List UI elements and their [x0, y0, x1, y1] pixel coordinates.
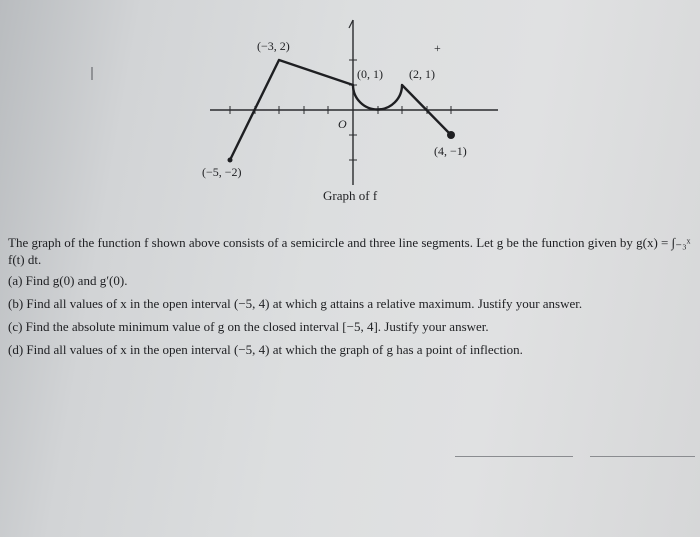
answer-line-2 — [590, 456, 695, 457]
problem-statement: The graph of the function f shown above consists of a semicircle and three line segments. Let g be the function given by g(x) = ∫₋₃ˣ f(t) dt. — [8, 235, 691, 267]
graph-caption: Graph of f — [323, 188, 378, 203]
point-label-4-neg1: (4, −1) — [434, 144, 467, 158]
endpoint-open — [228, 158, 233, 163]
point-label-neg5-neg2: (−5, −2) — [202, 165, 242, 179]
answer-line-1 — [455, 456, 573, 457]
point-label-neg3-2: (−3, 2) — [257, 39, 290, 53]
function-graph — [0, 0, 700, 220]
problem-text — [8, 234, 694, 364]
part-c: (c) Find the absolute minimum value of g on the closed interval [−5, 4]. Justify your answer. — [8, 319, 489, 334]
point-label-0-1: (0, 1) — [357, 67, 383, 81]
point-label-2-1: (2, 1) — [409, 67, 435, 81]
part-d: (d) Find all values of x in the open interval (−5, 4) at which the graph of g has a point of inflection. — [8, 342, 523, 357]
origin-label: O — [338, 117, 347, 131]
part-b: (b) Find all values of x in the open interval (−5, 4) at which g attains a relative maximum. Justify your answer. — [8, 296, 583, 311]
plus-mark: + — [434, 41, 441, 55]
part-a: (a) Find g(0) and g′(0). — [8, 273, 128, 288]
endpoint-closed — [447, 131, 455, 139]
